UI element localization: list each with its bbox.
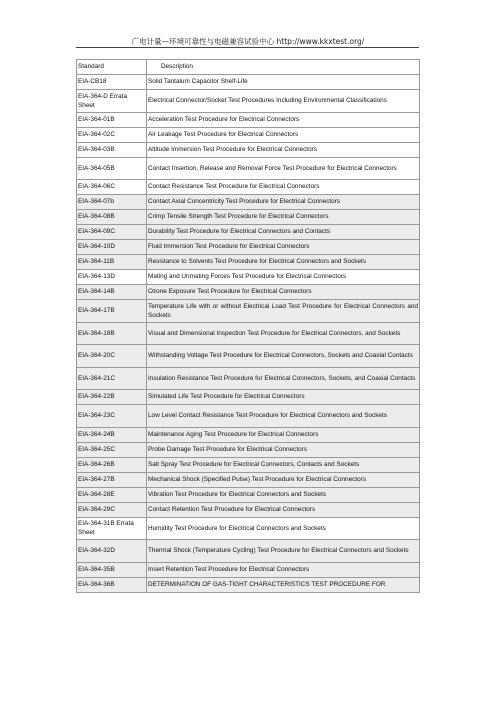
standard-cell: EIA-364-11B bbox=[77, 255, 147, 270]
standard-cell: EIA-364-08B bbox=[77, 210, 147, 225]
description-cell: Acceleration Test Procedure for Electrical Connectors bbox=[147, 112, 420, 127]
table-row bbox=[77, 157, 420, 180]
description-cell: Mechanical Shock (Specified Pulse) Test Procedure for Electrical Connectors bbox=[147, 472, 420, 487]
table-row bbox=[77, 195, 420, 210]
description-cell: Probe Damage Test Procedure for Electrical Connectors bbox=[147, 442, 420, 457]
column-header-standard: Standard bbox=[77, 60, 147, 75]
standard-cell: EIA-364-03B bbox=[77, 142, 147, 157]
header-rule bbox=[76, 47, 419, 48]
table-row bbox=[77, 142, 420, 157]
standard-cell: EIA-364-24B bbox=[77, 427, 147, 442]
standard-cell: EIA-364-17B bbox=[77, 300, 147, 323]
description-cell: Visual and Dimensional Inspection Test Procedure for Electrical Connectors, and Sockets bbox=[147, 322, 420, 345]
table-row bbox=[77, 457, 420, 472]
description-cell: Insulation Resistance Test Procedure for Electrical Connectors, Sockets, and Coaxial Contacts bbox=[147, 367, 420, 390]
table-row bbox=[77, 75, 420, 90]
standard-cell: EIA-364-31B Errata Sheet bbox=[77, 517, 147, 540]
description-cell: Salt Spray Test Procedure for Electrical Connectors, Contacts and Sockets bbox=[147, 457, 420, 472]
description-cell: Solid Tantalum Capacitor Shelf-Life bbox=[147, 75, 420, 90]
standard-cell: EIA-364-13D bbox=[77, 270, 147, 285]
standard-cell: EIA-364-27B bbox=[77, 472, 147, 487]
description-cell: Low Level Contact Resistance Test Procedure for Electrical Connectors and Sockets bbox=[147, 405, 420, 428]
standard-cell: EIA-364-06C bbox=[77, 180, 147, 195]
standard-cell: EIA-CB18 bbox=[77, 75, 147, 90]
description-cell: Contact Insertion, Release and Removal Force Test Procedure for Electrical Connectors bbox=[147, 157, 420, 180]
description-cell: Durability Test Procedure for Electrical Connectors and Contacts bbox=[147, 225, 420, 240]
standard-cell: EIA-364-21C bbox=[77, 367, 147, 390]
table-row bbox=[77, 405, 420, 428]
table-row bbox=[77, 442, 420, 457]
table-row bbox=[77, 270, 420, 285]
standard-cell: EIA-364-22B bbox=[77, 390, 147, 405]
table-row bbox=[77, 210, 420, 225]
table-row bbox=[77, 390, 420, 405]
description-cell: Contact Axial Concentricity Test Procedure for Electrical Connectors bbox=[147, 195, 420, 210]
table-row bbox=[77, 540, 420, 563]
table-row bbox=[77, 517, 420, 540]
table-row bbox=[77, 225, 420, 240]
description-cell: Vibration Test Procedure for Electrical Connectors and Sockets bbox=[147, 487, 420, 502]
table-row bbox=[77, 427, 420, 442]
table-row bbox=[77, 577, 420, 592]
table-row bbox=[77, 255, 420, 270]
table-row bbox=[77, 502, 420, 517]
description-cell: Mating and Unmating Forces Test Procedure for Electrical Connectors bbox=[147, 270, 420, 285]
standard-cell: EIA-364-28E bbox=[77, 487, 147, 502]
table-row bbox=[77, 285, 420, 300]
description-cell: Insert Retention Test Procedure for Electrical Connectors bbox=[147, 562, 420, 577]
standard-cell: EIA-364-18B bbox=[77, 322, 147, 345]
column-header-description: Description bbox=[147, 60, 420, 75]
standard-cell: EIA-364-36B bbox=[77, 577, 147, 592]
description-cell: Humidity Test Procedure for Electrical Connectors and Sockets bbox=[147, 517, 420, 540]
standard-cell: EIA-364-26B bbox=[77, 457, 147, 472]
table-row bbox=[77, 562, 420, 577]
description-cell: Altitude Immersion Test Procedure for Electrical Connectors bbox=[147, 142, 420, 157]
standard-cell: EIA-364-14B bbox=[77, 285, 147, 300]
standard-cell: EIA-364-25C bbox=[77, 442, 147, 457]
description-cell: Thermal Shock (Temperature Cycling) Test Procedure for Electrical Connectors and Sockets bbox=[147, 540, 420, 563]
standard-cell: EIA-364-09C bbox=[77, 225, 147, 240]
description-cell: Air Leakage Test Procedure for Electrical Connectors bbox=[147, 127, 420, 142]
standards-table bbox=[76, 59, 420, 593]
description-cell: Fluid Immersion Test Procedure for Electrical Connectors bbox=[147, 240, 420, 255]
description-cell: Resistance to Solvents Test Procedure for Electrical Connectors and Sockets bbox=[147, 255, 420, 270]
standard-cell: EIA-364-02C bbox=[77, 127, 147, 142]
standard-cell: EIA-364-05B bbox=[77, 157, 147, 180]
description-cell: Electrical Connector/Socket Test Procedures Including Environmental Classifications bbox=[147, 90, 420, 113]
description-cell: DETERMINATION OF GAS-TIGHT CHARACTERISTICS TEST PROCEDURE FOR bbox=[147, 577, 420, 592]
description-cell: Temperature Life with or without Electrical Load Test Procedure for Electrical Connectors and Sockets bbox=[147, 300, 420, 323]
standard-cell: EIA-364-20C bbox=[77, 345, 147, 368]
table-row bbox=[77, 90, 420, 113]
table-row bbox=[77, 367, 420, 390]
standard-cell: EIA-364-29C bbox=[77, 502, 147, 517]
table-row bbox=[77, 112, 420, 127]
standard-cell: EIA-364-35B bbox=[77, 562, 147, 577]
standard-cell: EIA-364-01B bbox=[77, 112, 147, 127]
description-cell: Withstanding Voltage Test Procedure for Electrical Connectors, Sockets and Coaxial Contacts bbox=[147, 345, 420, 368]
standard-cell: EIA-364-07b bbox=[77, 195, 147, 210]
standard-cell: EIA-364-D Errata Sheet bbox=[77, 90, 147, 113]
description-cell: Simulated Life Test Procedure for Electrical Connectors bbox=[147, 390, 420, 405]
table-row bbox=[77, 487, 420, 502]
description-cell: Crimp Tensile Strength Test Procedure for Electrical Connectors bbox=[147, 210, 420, 225]
table-row bbox=[77, 322, 420, 345]
standard-cell: EIA-364-32D bbox=[77, 540, 147, 563]
table-row bbox=[77, 472, 420, 487]
standard-cell: EIA-364-10D bbox=[77, 240, 147, 255]
page-header: 广电计量—环境可靠性与电磁兼容试验中心 http://www.kkxtest.org/ bbox=[131, 37, 365, 46]
table-row bbox=[77, 345, 420, 368]
table-row bbox=[77, 127, 420, 142]
description-cell: Contact Retention Test Procedure for Electrical Connectors bbox=[147, 502, 420, 517]
description-cell: Maintenance Aging Test Procedure for Electrical Connectors bbox=[147, 427, 420, 442]
table-header-row bbox=[77, 60, 420, 75]
description-cell: Ozone Exposure Test Procedure for Electrical Connectors bbox=[147, 285, 420, 300]
table-row bbox=[77, 180, 420, 195]
standard-cell: EIA-364-23C bbox=[77, 405, 147, 428]
table-row bbox=[77, 300, 420, 323]
description-cell: Contact Resistance Test Procedure for Electrical Connectors bbox=[147, 180, 420, 195]
table-row bbox=[77, 240, 420, 255]
